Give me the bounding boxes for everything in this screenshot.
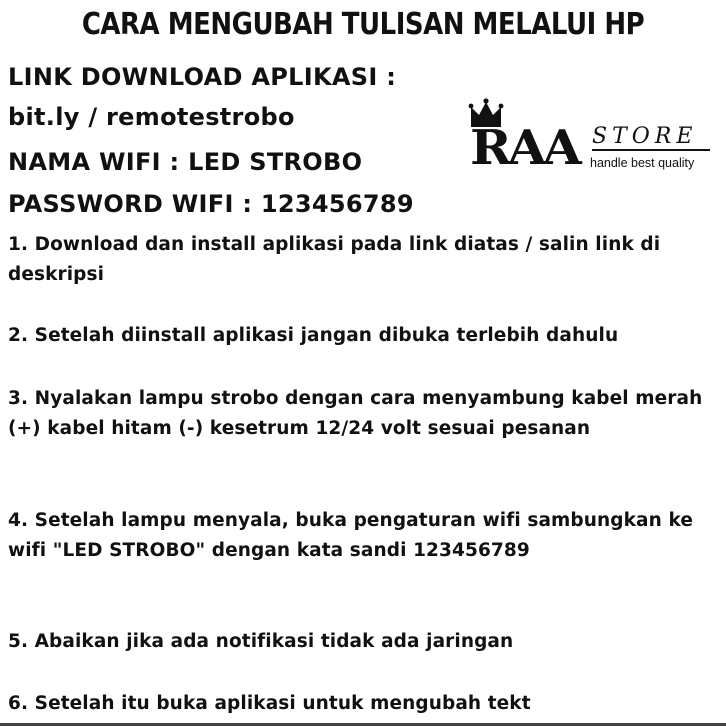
logo-brand: RAA [470, 120, 578, 176]
instruction-step-4: 4. Setelah lampu menyala, buka pengaturan wifi sambungkan ke wifi "LED STROBO" dengan kata sandi 123456789 [8, 510, 693, 561]
logo-store-text: STORE [592, 124, 710, 151]
logo-tagline: handle best quality [590, 156, 695, 170]
wifi-password: PASSWORD WIFI : 123456789 [8, 190, 414, 218]
wifi-name: NAMA WIFI : LED STROBO [8, 148, 363, 176]
download-link-label: LINK DOWNLOAD APLIKASI : [8, 63, 397, 91]
instruction-step-2: 2. Setelah diinstall aplikasi jangan dibuka terlebih dahulu [8, 325, 619, 346]
instruction-step-5: 5. Abaikan jika ada notifikasi tidak ada jaringan [8, 631, 514, 652]
instruction-step-6: 6. Setelah itu buka aplikasi untuk mengubah tekt [8, 693, 531, 714]
instruction-step-1: 1. Download dan install aplikasi pada link diatas / salin link di deskripsi [8, 234, 661, 285]
page-title: CARA MENGUBAH TULISAN MELALUI HP [81, 7, 645, 43]
download-link-value: bit.ly / remotestrobo [8, 103, 295, 131]
raa-store-logo [468, 98, 718, 183]
instruction-step-3: 3. Nyalakan lampu strobo dengan cara menyambung kabel merah (+) kabel hitam (-) kesetrum 12/24 volt sesuai pesanan [8, 388, 703, 439]
